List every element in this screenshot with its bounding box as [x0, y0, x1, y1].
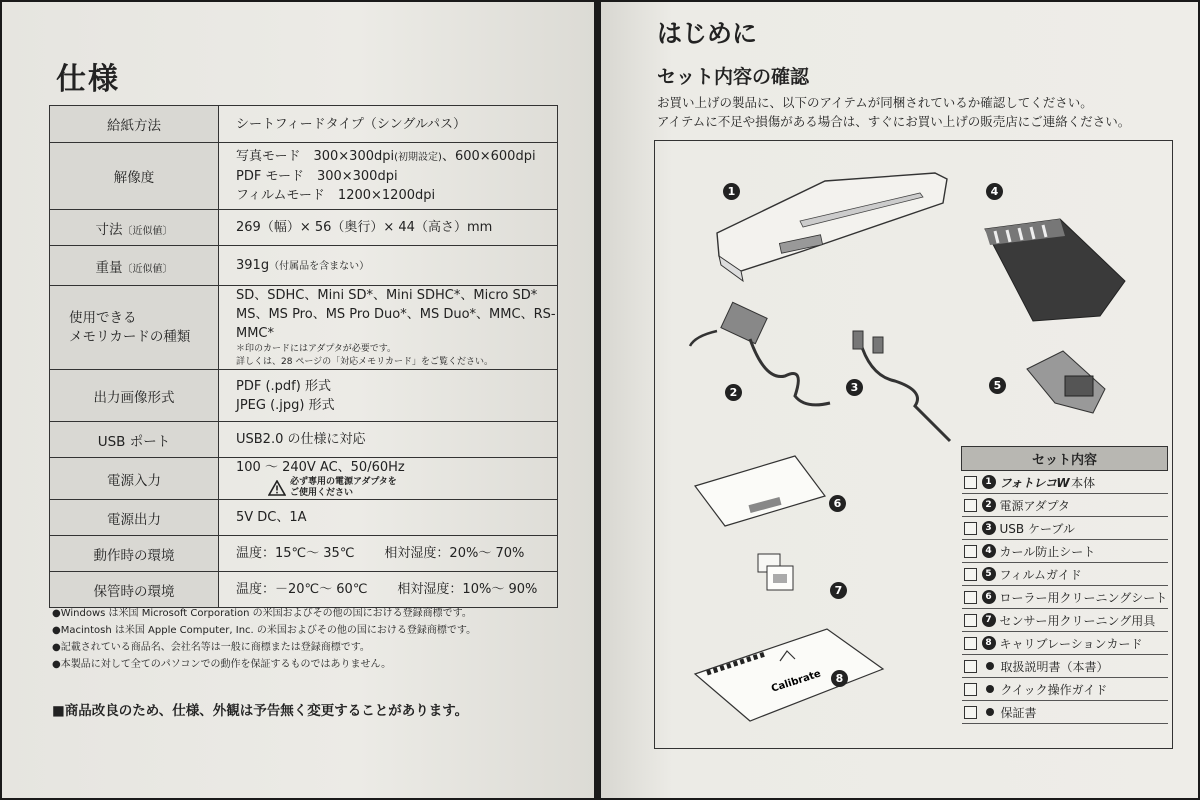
spec-value: 269（幅）× 56（奥行）× 44（高さ）mm: [219, 210, 558, 246]
spec-value: [219, 572, 558, 608]
section-title: セット内容の確認: [657, 66, 810, 88]
item-label: キャリブレーションカード: [999, 636, 1143, 651]
footnote: ●Windows は米国 Microsoft Corporation の米国およびその他の国における登録商標です。: [52, 608, 472, 619]
item-number: 7: [982, 613, 996, 627]
table-row: [50, 370, 558, 422]
checkbox[interactable]: [964, 499, 977, 512]
item-label: フィルムガイド: [999, 567, 1082, 582]
checklist-item: [962, 681, 1168, 698]
notice: ■商品改良のため、仕様、外観は予告無く変更することがあります。: [52, 703, 469, 719]
page-title: 仕様: [56, 62, 120, 97]
item-number-6: 6: [829, 495, 846, 512]
item-label: USB ケーブル: [999, 521, 1075, 536]
spec-line: 写真モード 300×300dpi: [236, 149, 395, 164]
item-label: ローラー用クリーニングシート: [999, 590, 1168, 605]
right-page: [601, 2, 1198, 798]
spec-key-note: 〔近似値〕: [122, 225, 173, 237]
spec-key: 解像度: [50, 143, 219, 210]
table-row: [50, 246, 558, 286]
spec-line-note: (初期設定): [394, 152, 442, 163]
table-row: [50, 536, 558, 572]
spec-key: 給紙方法: [50, 106, 219, 143]
spec-key-line: メモリカードの種類: [69, 328, 191, 345]
power-warning: [268, 477, 397, 499]
item-label: 保証書: [1000, 705, 1037, 720]
calibrate-label: Calibrate: [770, 668, 823, 695]
item-number-2: 2: [725, 384, 742, 401]
spec-line: 相対湿度：20%〜 70%: [384, 546, 525, 561]
checklist-item: [962, 589, 1168, 606]
item-label: カール防止シート: [999, 544, 1096, 559]
spec-note: ＊印のカードにはアダプタが必要です。: [236, 344, 397, 354]
item-number: 1: [982, 475, 996, 489]
spec-value: USB2.0 の仕様に対応: [219, 422, 558, 458]
contents-box: [654, 140, 1173, 749]
spec-line: 391g: [236, 257, 270, 273]
spec-key: 電源入力: [50, 458, 219, 500]
checklist-header: セット内容: [962, 447, 1168, 471]
left-page: [2, 2, 594, 798]
item-number: 6: [982, 590, 996, 604]
checkbox[interactable]: [964, 591, 977, 604]
table-row: [50, 106, 558, 143]
film-guide-illustration: [1027, 351, 1105, 413]
item-label: クイック操作ガイド: [1000, 682, 1108, 697]
table-row: [50, 572, 558, 608]
spec-line: 温度：15℃〜 35℃: [236, 546, 355, 561]
table-row: [50, 143, 558, 210]
intro-text: [657, 93, 1130, 131]
scanner-illustration: [717, 173, 947, 281]
power-adapter-illustration: [690, 302, 830, 405]
checklist-item: [962, 704, 1168, 721]
spec-line: 温度：－20℃〜 60℃: [236, 582, 368, 597]
checklist-item: [962, 635, 1168, 652]
table-row: [50, 500, 558, 536]
calibration-card-illustration: [695, 629, 883, 721]
contents-checklist: [961, 446, 1168, 724]
spec-key: 保管時の環境: [50, 572, 219, 608]
usb-cable-illustration: [853, 331, 950, 441]
checklist-item: [962, 566, 1168, 583]
spec-value: [219, 143, 558, 210]
checklist-item: [962, 474, 1168, 491]
footnotes: [52, 605, 476, 673]
spec-line: 相対湿度：10%〜 90%: [397, 582, 538, 597]
checklist-item: [962, 520, 1168, 537]
spec-value: [219, 458, 558, 500]
item-number: 8: [982, 636, 996, 650]
checkbox[interactable]: [964, 614, 977, 627]
bullet-icon: [986, 662, 994, 670]
spec-line: PDF モード 300×300dpi: [236, 169, 398, 184]
checklist-item: [962, 543, 1168, 560]
spec-key-note: 〔近似値〕: [122, 263, 173, 275]
checkbox[interactable]: [964, 476, 977, 489]
spec-key-text: 重量: [95, 259, 123, 276]
item-number-8: 8: [831, 670, 848, 687]
spec-line: JPEG (.jpg) 形式: [236, 397, 335, 413]
spec-value: シートフィードタイプ（シングルパス）: [219, 106, 558, 143]
table-row: [50, 210, 558, 246]
intro-line: お買い上げの製品に、以下のアイテムが同梱されているか確認してください。: [657, 95, 1093, 110]
checkbox[interactable]: [964, 637, 977, 650]
item-number: 2: [982, 498, 996, 512]
table-row: [50, 458, 558, 500]
spec-value: [219, 286, 558, 370]
spec-key: [50, 246, 219, 286]
item-number-3: 3: [846, 379, 863, 396]
curl-sheet-illustration: [985, 219, 1125, 321]
checkbox[interactable]: [964, 683, 977, 696]
table-row: [50, 422, 558, 458]
checkbox[interactable]: [964, 545, 977, 558]
spec-key-line: 使用できる: [69, 309, 137, 326]
sensor-cleaner-illustration: [758, 554, 793, 590]
spec-line: フィルムモード 1200×1200dpi: [236, 188, 436, 203]
warning-line: ご使用ください: [290, 488, 354, 498]
checklist-item: [962, 612, 1168, 629]
item-number-4: 4: [986, 183, 1003, 200]
checkbox[interactable]: [964, 568, 977, 581]
checkbox[interactable]: [964, 522, 977, 535]
roller-sheet-illustration: [695, 456, 825, 526]
footnote: ●記載されている商品名、会社名等は一般に商標または登録商標です。: [52, 642, 370, 653]
bullet-icon: [986, 708, 994, 716]
spec-line-tail: 、600×600dpi: [441, 149, 536, 164]
spec-note: 詳しくは、28 ページの「対応メモリカード」をご覧ください。: [236, 357, 494, 367]
page-title: はじめに: [657, 19, 758, 48]
spec-line: 100 〜 240V AC、50/60Hz: [236, 460, 405, 475]
warning-icon: [268, 480, 286, 496]
spec-value: 5V DC、1A: [219, 500, 558, 536]
spec-key: 電源出力: [50, 500, 219, 536]
spec-key: 動作時の環境: [50, 536, 219, 572]
spec-table: [49, 105, 558, 608]
table-row: [50, 286, 558, 370]
spec-line: SD、SDHC、Mini SD*、Mini SDHC*、Micro SD*: [236, 288, 538, 303]
footnote: ●本製品に対して全てのパソコンでの動作を保証するものではありません。: [52, 659, 392, 670]
item-label: 取扱説明書（本書）: [1000, 659, 1109, 674]
checklist-item: [962, 658, 1168, 675]
item-number: 5: [982, 567, 996, 581]
spec-line: MS、MS Pro、MS Pro Duo*、MS Duo*、MMC、RS-MMC*: [236, 307, 556, 341]
spec-key: 出力画像形式: [50, 370, 219, 422]
spec-line-note: （付属品を含まない）: [269, 260, 370, 272]
item-number: 4: [982, 544, 996, 558]
item-label: センサー用クリーニング用具: [999, 613, 1156, 628]
spec-key: [50, 286, 219, 370]
spec-value: [219, 370, 558, 422]
footnote: ●Macintosh は米国 Apple Computer, Inc. の米国およびその他の国における登録商標です。: [52, 625, 477, 636]
spec-value: [219, 246, 558, 286]
item-number-5: 5: [989, 377, 1006, 394]
intro-line: アイテムに不足や損傷がある場合は、すぐにお買い上げの販売店にご連絡ください。: [657, 114, 1131, 129]
item-number-7: 7: [830, 582, 847, 599]
item-label: 電源アダプタ: [999, 498, 1070, 513]
item-number: 3: [982, 521, 996, 535]
item-number-1: 1: [723, 183, 740, 200]
spec-line: PDF (.pdf) 形式: [236, 378, 331, 394]
spec-key: USB ポート: [50, 422, 219, 458]
spec-key: [50, 210, 219, 246]
spec-value: [219, 536, 558, 572]
spec-key-text: 寸法: [95, 221, 123, 238]
brand-logo: フォトレコW: [999, 475, 1070, 490]
checkbox[interactable]: [964, 660, 977, 673]
bullet-icon: [986, 685, 994, 693]
item-label: 本体: [1071, 475, 1096, 490]
checkbox[interactable]: [964, 706, 977, 719]
checklist-item: [962, 497, 1168, 514]
warning-line: 必ず専用の電源アダプタを: [290, 477, 397, 487]
